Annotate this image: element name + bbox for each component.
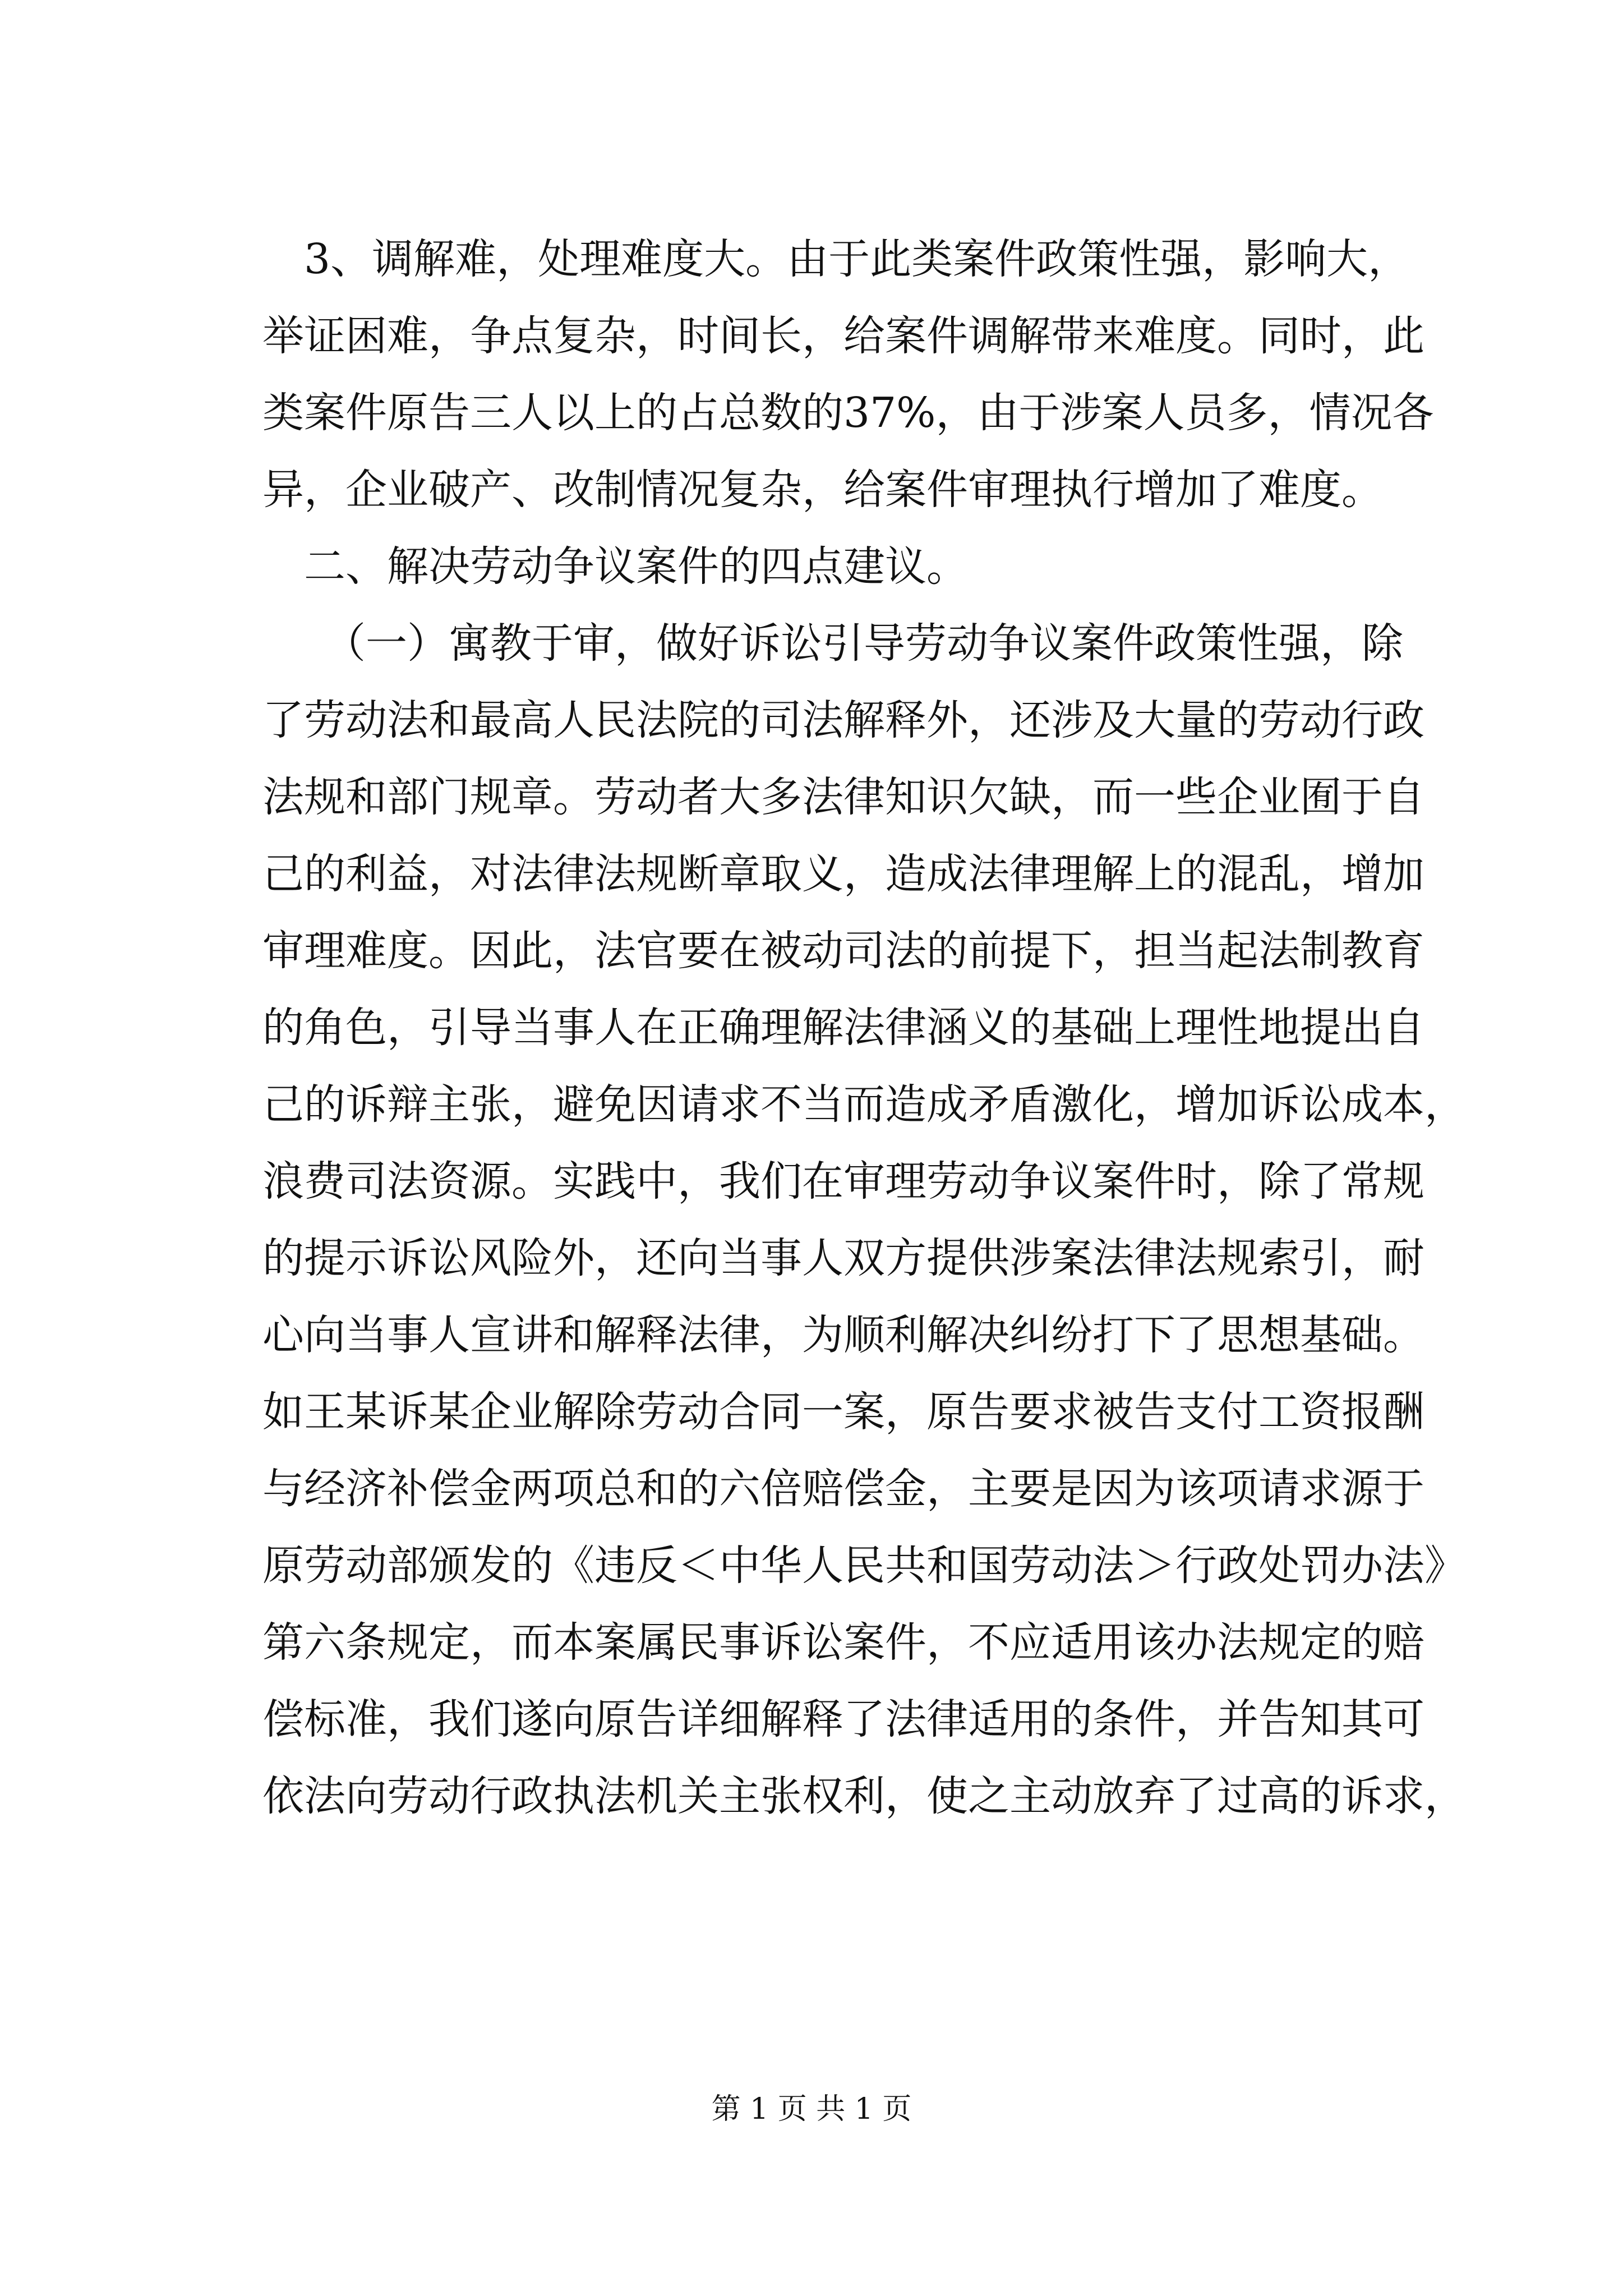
paragraph-line: 3、调解难，处理难度大。由于此类案件政策性强，影响大，: [304, 235, 1410, 283]
paragraph-line: 浪费司法资源。实践中，我们在审理劳动争议案件时，除了常规: [262, 1157, 1424, 1205]
paragraph-line: 的角色，引导当事人在正确理解法律涵义的基础上理性地提出自: [262, 1004, 1424, 1052]
paragraph-line: 心向当事人宣讲和解释法律，为顺利解决纠纷打下了思想基础。: [262, 1311, 1424, 1359]
section-heading: 二、解决劳动争议案件的四点建议。: [304, 542, 968, 591]
page-footer: 第 1 页 共 1 页: [711, 2092, 912, 2126]
paragraph-line: 己的利益，对法律法规断章取义，造成法律理解上的混乱，增加: [262, 850, 1424, 898]
document-body: [262, 221, 1466, 1835]
paragraph-line: 偿标准，我们遂向原告详细解释了法律适用的条件，并告知其可: [262, 1695, 1424, 1743]
paragraph-line: 如王某诉某企业解除劳动合同一案，原告要求被告支付工资报酬: [262, 1388, 1424, 1436]
paragraph-line: （一）寓教于审，做好诉讼引导劳动争议案件政策性强，除: [324, 619, 1403, 668]
paragraph-line: 原劳动部颁发的《违反＜中华人民共和国劳动法＞行政处罚办法》: [262, 1542, 1466, 1590]
paragraph-line: 与经济补偿金两项总和的六倍赔偿金，主要是因为该项请求源于: [262, 1465, 1424, 1513]
paragraph-line: 第六条规定，而本案属民事诉讼案件，不应适用该办法规定的赔: [262, 1618, 1424, 1667]
paragraph-line: 举证困难，争点复杂，时间长，给案件调解带来难度。同时，此: [262, 312, 1424, 360]
paragraph-line: 了劳动法和最高人民法院的司法解释外，还涉及大量的劳动行政: [262, 696, 1424, 744]
paragraph-line: 类案件原告三人以上的占总数的37%，由于涉案人员多，情况各: [262, 389, 1434, 437]
paragraph-line: 的提示诉讼风险外，还向当事人双方提供涉案法律法规索引，耐: [262, 1234, 1424, 1282]
paragraph-line: 审理难度。因此，法官要在被动司法的前提下，担当起法制教育: [262, 927, 1424, 975]
paragraph-line: 异，企业破产、改制情况复杂，给案件审理执行增加了难度。: [262, 466, 1383, 514]
paragraph-line: 依法向劳动行政执法机关主张权利，使之主动放弃了过高的诉求，: [262, 1772, 1466, 1820]
paragraph-line: 法规和部门规章。劳动者大多法律知识欠缺，而一些企业囿于自: [262, 773, 1424, 821]
paragraph-line: 己的诉辩主张，避免因请求不当而造成矛盾激化，增加诉讼成本，: [262, 1080, 1466, 1129]
